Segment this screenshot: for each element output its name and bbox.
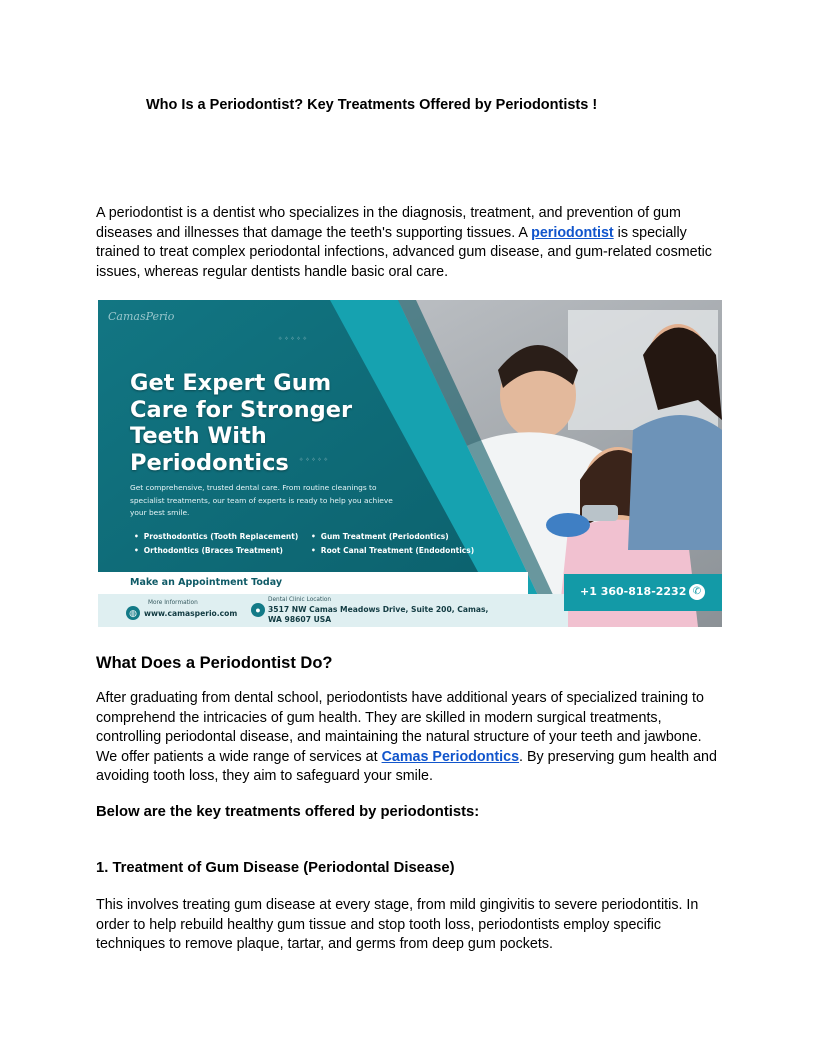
phone-icon: ✆ [689, 584, 705, 600]
address-text: 3517 NW Camas Meadows Drive, Suite 200, Camas, WA 98607 USA [268, 605, 489, 624]
location-label: Dental Clinic Location [268, 597, 332, 603]
phone-number: +1 360-818-2232 [580, 585, 687, 598]
decorative-dots: ⁘⁘⁘⁘⁘ [278, 336, 309, 342]
key-treatments-heading: Below are the key treatments offered by periodontists: [96, 804, 480, 820]
location-pin-icon: ● [251, 603, 265, 617]
promo-banner [98, 300, 722, 627]
page-title: Who Is a Periodontist? Key Treatments Offered by Periodontists ! [146, 97, 598, 113]
service-item: • Prosthodontics (Tooth Replacement) [134, 530, 298, 544]
service-item: • Orthodontics (Braces Treatment) [134, 544, 298, 558]
periodontist-link[interactable]: periodontist [531, 224, 614, 241]
services-list-left [134, 530, 298, 558]
banner-subtext: Get comprehensive, trusted dental care. From routine cleanings to specialist treatments, our team of experts is ready to help you achieve your best smile. [130, 483, 393, 517]
intro-paragraph: A periodontist is a dentist who specializes in the diagnosis, treatment, and prevention of gum diseases and illnesses that damage the teeth's supporting tissues. A periodontist is specially trained to treat complex periodontal infections, advanced gum disease, and gum-related cosmetic issues, whereas regular dentists handle basic oral care. [96, 205, 712, 280]
service-item: • Gum Treatment (Periodontics) [311, 530, 474, 544]
appointment-label: Make an Appointment Today [130, 577, 283, 588]
more-info-label: More Information [148, 600, 198, 606]
globe-icon: ◍ [126, 606, 140, 620]
banner-headline: Get Expert Gum Care for Stronger Teeth With Periodontics [130, 370, 353, 476]
service-item: • Root Canal Treatment (Endodontics) [311, 544, 474, 558]
decorative-dots: ⁘⁘⁘⁘⁘ [299, 457, 330, 463]
website-text: www.camasperio.com [144, 609, 238, 618]
camas-periodontics-link[interactable]: Camas Periodontics [381, 748, 520, 765]
treatment1-paragraph: This involves treating gum disease at every stage, from mild gingivitis to severe periodontitis. In order to help rebuild healthy gum tissue and stop tooth loss, periodontists employ specific techniques to remove plaque, tartar, and germs from deep gum pockets. [96, 897, 699, 953]
section1-paragraph: After graduating from dental school, periodontists have additional years of specialized training to comprehend the intricacies of gum health. They are skilled in modern surgical treatments, controlling periodontal disease, and maintaining the natural structure of your teeth and jawbone. We offer patients a wide range of services at Camas Periodontics. By preserving gum health and avoiding tooth loss, they aim to safeguard your smile. [96, 690, 717, 785]
section-heading-what-does: What Does a Periodontist Do? [96, 654, 333, 672]
services-list-right [311, 530, 474, 558]
banner-logo: CamasPerio [108, 310, 175, 323]
treatment1-heading: 1. Treatment of Gum Disease (Periodontal Disease) [96, 860, 455, 876]
